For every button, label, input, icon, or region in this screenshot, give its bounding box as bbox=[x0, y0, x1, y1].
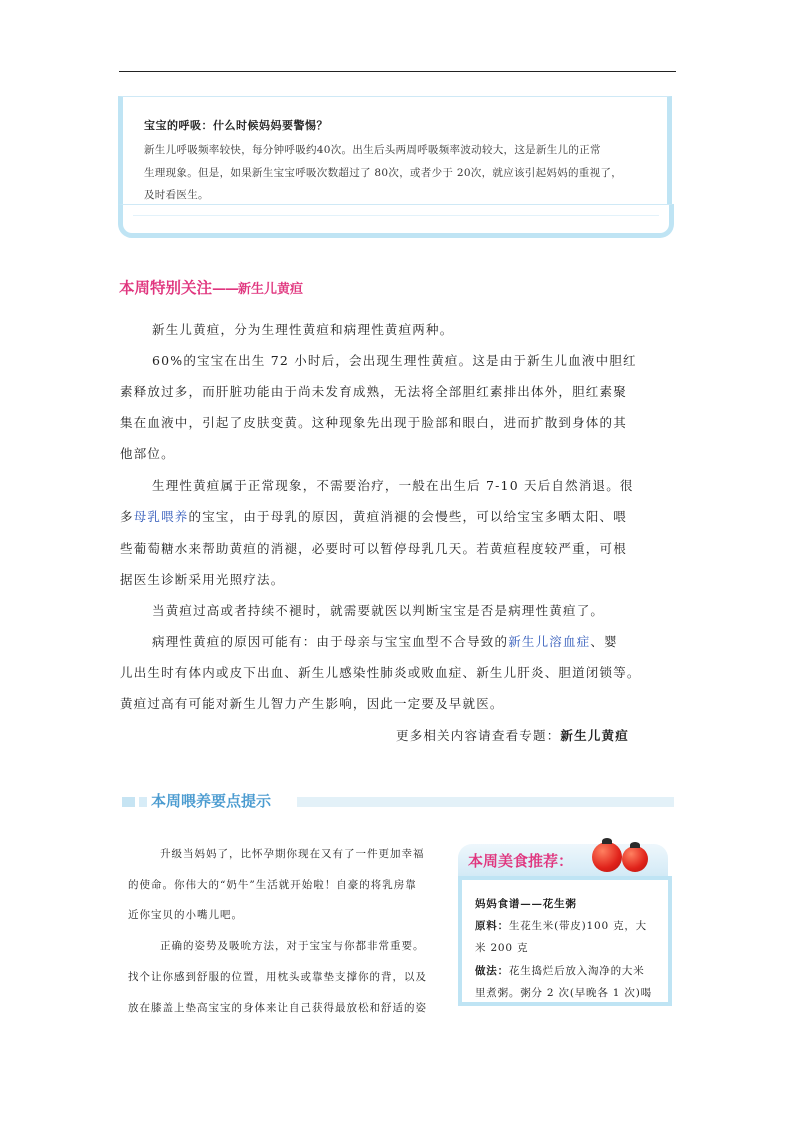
section-heading-main: 本周特别关注 bbox=[119, 279, 213, 297]
recipe-header-title: 本周美食推荐： bbox=[468, 852, 574, 870]
text-segment: 、婴 bbox=[590, 634, 618, 649]
recipe-name: 妈妈食谱——花生粥 bbox=[475, 898, 577, 910]
breathing-info-title: 宝宝的呼吸：什么时候妈妈要警惕？ bbox=[144, 119, 328, 132]
breastfeeding-link[interactable]: 母乳喂养 bbox=[133, 509, 189, 524]
more-topic-line bbox=[396, 726, 629, 744]
breathing-info-box-footer bbox=[118, 204, 674, 238]
section-heading-dash: —— bbox=[212, 281, 239, 297]
recipe-header bbox=[458, 838, 672, 878]
paragraph-line: 60%的宝宝在出生 72 小时后，会出现生理性黄疸。这是由于新生儿血液中胆红 bbox=[152, 353, 637, 368]
tips-line: 正确的姿势及吸吮方法，对于宝宝与你都非常重要。 bbox=[160, 940, 425, 952]
paragraph-line: 据医生诊断采用光照疗法。 bbox=[120, 572, 285, 587]
paragraph-line: 新生儿黄疸，分为生理性黄疸和病理性黄疸两种。 bbox=[152, 322, 454, 337]
paragraph-line: 他部位。 bbox=[120, 446, 175, 461]
tips-line: 升级当妈妈了，比怀孕期你现在又有了一件更加幸福 bbox=[160, 848, 425, 860]
text-segment: 的宝宝，由于母乳的原因，黄疸消褪的会慢些，可以给宝宝多晒太阳、喂 bbox=[188, 509, 627, 524]
recipe-ingredients-line: 米 200 克 bbox=[475, 942, 529, 954]
paragraph-line: 生理性黄疸属于正常现象，不需要治疗，一般在出生后 7-10 天后自然消退。很 bbox=[152, 478, 634, 493]
recipe-method-line: 里煮粥。粥分 2 次(早晚各 1 次)喝 bbox=[475, 987, 652, 999]
tips-line: 的使命。你伟大的“奶牛”生活就开始啦！自豪的将乳房靠 bbox=[128, 879, 417, 891]
tips-line: 放在膝盖上垫高宝宝的身体来让自己获得最放松和舒适的姿 bbox=[128, 1002, 427, 1014]
tips-line: 近你宝贝的小嘴儿吧。 bbox=[128, 909, 243, 921]
paragraph-line: 集在血液中，引起了皮肤变黄。这种现象先出现于脸部和眼白，进而扩散到身体的其 bbox=[120, 415, 627, 430]
tomato-icon bbox=[622, 846, 648, 872]
more-topic-prefix: 更多相关内容请查看专题： bbox=[396, 728, 561, 743]
banner-square-decoration bbox=[122, 797, 135, 807]
recipe-ingredients-line bbox=[475, 918, 647, 933]
hemolytic-disease-link[interactable]: 新生儿溶血症 bbox=[508, 634, 591, 649]
paragraph-line bbox=[120, 507, 627, 525]
section-heading-sub: 新生儿黄疸 bbox=[238, 282, 304, 297]
paragraph-line: 些葡萄糖水来帮助黄疸的消褪，必要时可以暂停母乳几天。若黄疸程度较严重，可根 bbox=[120, 541, 627, 556]
ingredients-text: 生花生米(带皮)100 克，大 bbox=[508, 920, 647, 932]
tomato-icon bbox=[592, 842, 622, 872]
feeding-tips-title: 本周喂养要点提示 bbox=[147, 790, 275, 811]
ingredients-label: 原料： bbox=[475, 920, 509, 932]
recipe-method-line bbox=[475, 963, 645, 978]
text-segment: 多 bbox=[120, 509, 134, 524]
breathing-info-line: 新生儿呼吸频率较快，每分钟呼吸约40次。出生后头两周呼吸频率波动较大，这是新生儿的正常 bbox=[144, 144, 601, 156]
feeding-tips-banner bbox=[119, 792, 674, 812]
text-segment: 病理性黄疸的原因可能有：由于母亲与宝宝血型不合导致的 bbox=[152, 634, 509, 649]
paragraph-line: 儿出生时有体内或皮下出血、新生儿感染性肺炎或败血症、新生儿肝炎、胆道闭锁等。 bbox=[120, 665, 641, 680]
paragraph-line: 素释放过多，而肝脏功能由于尚未发育成熟，无法将全部胆红素排出体外，胆红素聚 bbox=[120, 384, 627, 399]
banner-stripe bbox=[297, 797, 674, 807]
breathing-info-line: 生理现象。但是，如果新生宝宝呼吸次数超过了 80次，或者少于 20次，就应该引起妈妈的重视了， bbox=[144, 167, 622, 179]
top-rule bbox=[119, 71, 676, 72]
paragraph-line: 黄疸过高有可能对新生儿智力产生影响，因此一定要及早就医。 bbox=[120, 696, 504, 711]
paragraph-line: 当黄疸过高或者持续不褪时，就需要就医以判断宝宝是否是病理性黄疸了。 bbox=[152, 603, 605, 618]
section-heading bbox=[119, 276, 303, 298]
tips-line: 找个让你感到舒服的位置，用枕头或靠垫支撑你的背，以及 bbox=[128, 971, 427, 983]
more-topic-link[interactable]: 新生儿黄疸 bbox=[560, 728, 629, 743]
paragraph-line bbox=[152, 632, 618, 650]
method-text: 花生捣烂后放入淘净的大米 bbox=[508, 965, 645, 977]
breathing-info-line: 及时看医生。 bbox=[144, 189, 209, 201]
method-label: 做法： bbox=[475, 965, 509, 977]
